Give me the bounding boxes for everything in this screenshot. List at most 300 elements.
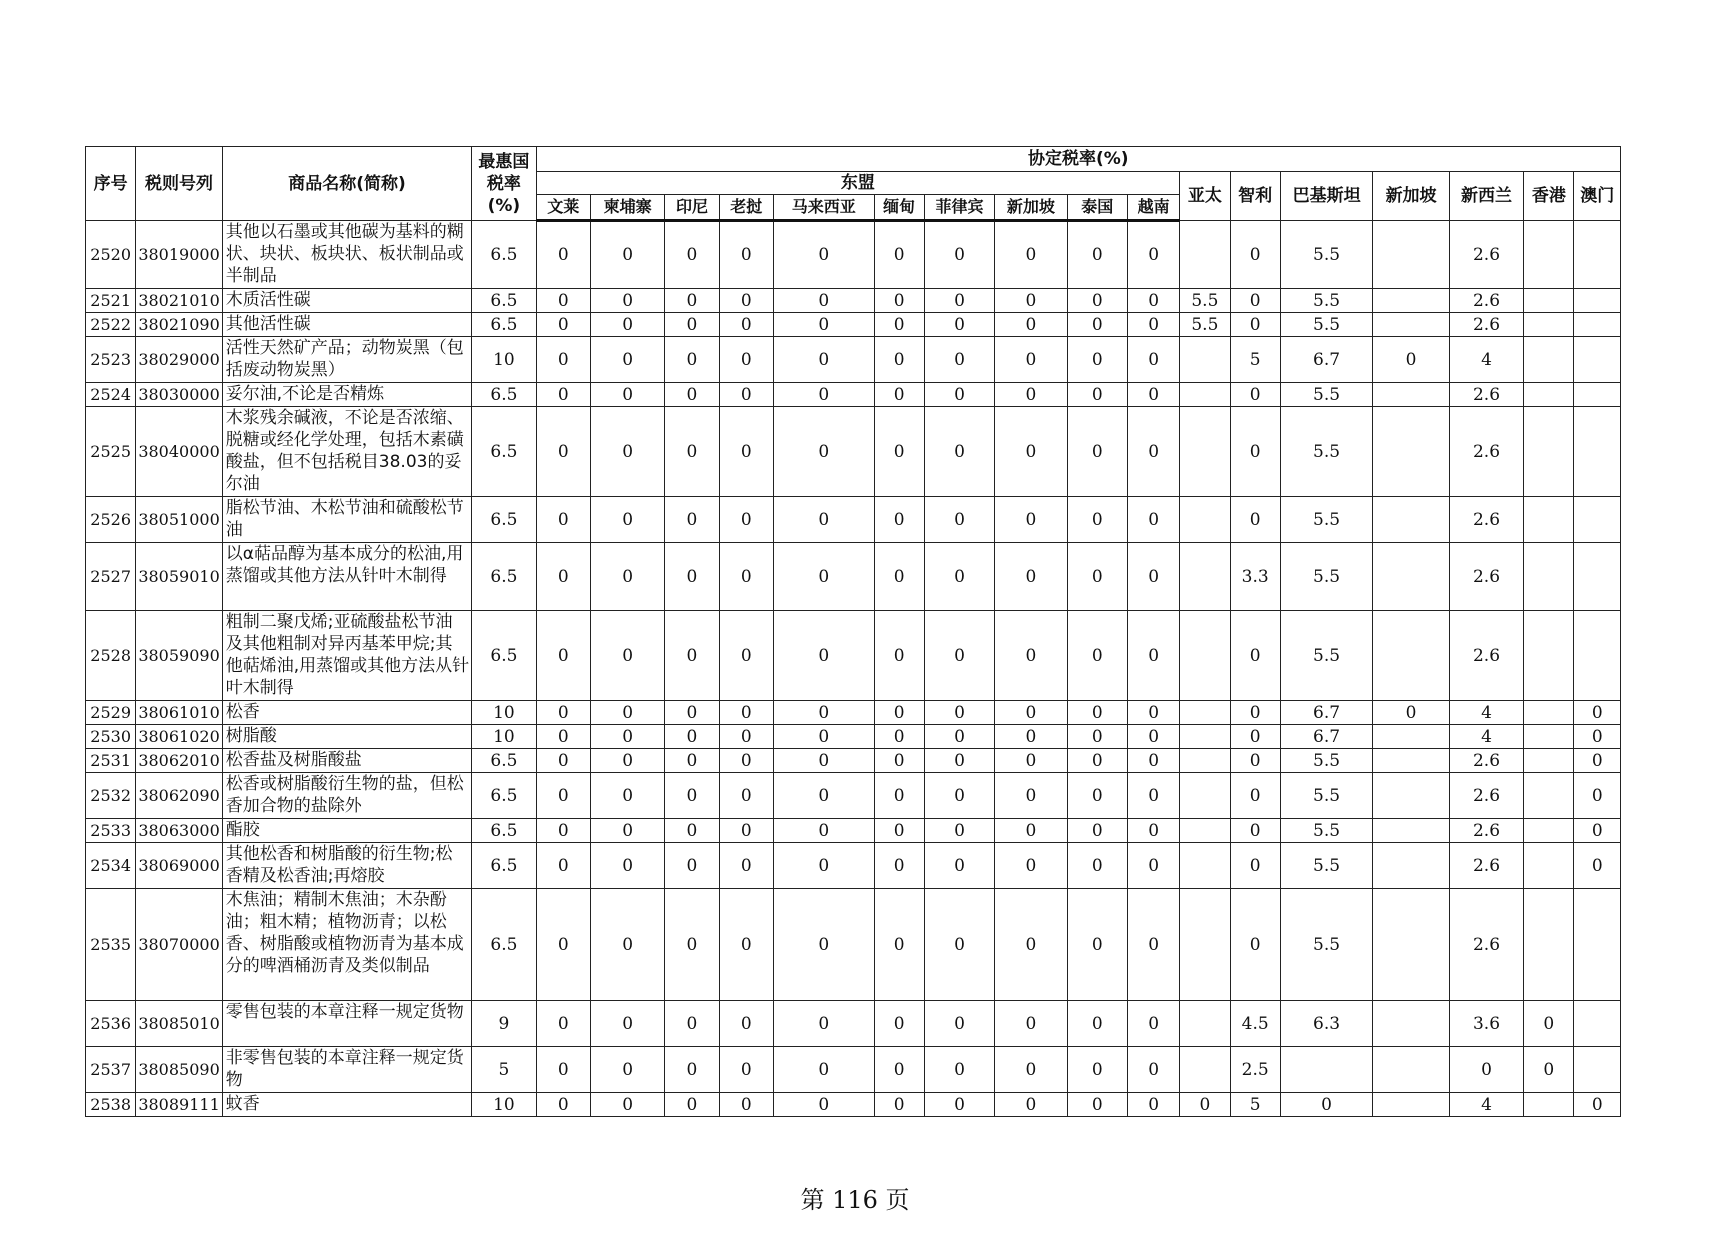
row-mfn-rate: 6.5 bbox=[472, 749, 536, 773]
row-asean-rate: 0 bbox=[1067, 819, 1127, 843]
row-asean-rate: 0 bbox=[719, 819, 773, 843]
row-mfn-rate: 6.5 bbox=[472, 843, 536, 889]
row-partner-rate: 0 bbox=[1280, 1093, 1373, 1117]
row-partner-rate: 5.5 bbox=[1280, 383, 1373, 407]
row-partner-rate: 0 bbox=[1373, 337, 1449, 383]
row-asean-rate: 0 bbox=[1127, 337, 1179, 383]
table-row bbox=[86, 843, 1621, 889]
row-asean-rate: 0 bbox=[924, 383, 994, 407]
row-asean-rate: 0 bbox=[874, 749, 924, 773]
row-partner-rate: 5.5 bbox=[1280, 749, 1373, 773]
row-partner-rate bbox=[1524, 889, 1574, 1001]
row-asean-rate: 0 bbox=[1067, 497, 1127, 543]
header-asean-member: 越南 bbox=[1127, 195, 1179, 221]
row-tariff-code: 38061020 bbox=[136, 725, 223, 749]
row-asean-rate: 0 bbox=[1127, 221, 1179, 289]
row-partner-rate: 2.6 bbox=[1449, 407, 1523, 497]
row-asean-rate: 0 bbox=[1127, 1093, 1179, 1117]
header-asean-member: 缅甸 bbox=[874, 195, 924, 221]
tariff-table bbox=[85, 146, 1621, 1117]
tariff-rows bbox=[86, 221, 1621, 1117]
row-asean-rate: 0 bbox=[1067, 889, 1127, 1001]
row-partner-rate bbox=[1524, 383, 1574, 407]
row-partner-rate bbox=[1180, 749, 1230, 773]
row-partner-rate: 0 bbox=[1230, 843, 1280, 889]
row-partner-rate bbox=[1574, 407, 1621, 497]
row-partner-rate: 5.5 bbox=[1280, 497, 1373, 543]
row-partner-rate: 2.6 bbox=[1449, 773, 1523, 819]
row-asean-rate: 0 bbox=[536, 289, 590, 313]
row-partner-rate bbox=[1574, 1047, 1621, 1093]
row-partner-rate: 2.6 bbox=[1449, 819, 1523, 843]
row-asean-rate: 0 bbox=[590, 337, 664, 383]
row-partner-rate bbox=[1524, 337, 1574, 383]
row-seq: 2521 bbox=[86, 289, 136, 313]
row-asean-rate: 0 bbox=[995, 701, 1067, 725]
table-row bbox=[86, 407, 1621, 497]
row-partner-rate: 0 bbox=[1574, 701, 1621, 725]
row-asean-rate: 0 bbox=[874, 889, 924, 1001]
row-partner-rate: 4 bbox=[1449, 337, 1523, 383]
row-tariff-code: 38019000 bbox=[136, 221, 223, 289]
row-partner-rate bbox=[1373, 221, 1449, 289]
row-asean-rate: 0 bbox=[995, 289, 1067, 313]
header-asean-member: 泰国 bbox=[1067, 195, 1127, 221]
row-partner-rate bbox=[1373, 543, 1449, 611]
row-tariff-code: 38059010 bbox=[136, 543, 223, 611]
row-asean-rate: 0 bbox=[924, 843, 994, 889]
row-seq: 2522 bbox=[86, 313, 136, 337]
row-mfn-rate: 6.5 bbox=[472, 889, 536, 1001]
row-seq: 2525 bbox=[86, 407, 136, 497]
row-tariff-code: 38085010 bbox=[136, 1001, 223, 1047]
row-asean-rate: 0 bbox=[536, 773, 590, 819]
row-asean-rate: 0 bbox=[719, 843, 773, 889]
row-partner-rate bbox=[1180, 1047, 1230, 1093]
row-asean-rate: 0 bbox=[536, 843, 590, 889]
row-partner-rate: 6.3 bbox=[1280, 1001, 1373, 1047]
table-row bbox=[86, 383, 1621, 407]
row-asean-rate: 0 bbox=[719, 701, 773, 725]
table-row bbox=[86, 725, 1621, 749]
row-partner-rate bbox=[1180, 819, 1230, 843]
row-partner-rate bbox=[1574, 289, 1621, 313]
row-asean-rate: 0 bbox=[995, 749, 1067, 773]
row-asean-rate: 0 bbox=[665, 543, 719, 611]
row-partner-rate bbox=[1373, 1001, 1449, 1047]
row-asean-rate: 0 bbox=[719, 337, 773, 383]
row-partner-rate bbox=[1180, 497, 1230, 543]
table-row bbox=[86, 889, 1621, 1001]
row-asean-rate: 0 bbox=[665, 497, 719, 543]
header-partner: 新加坡 bbox=[1373, 172, 1449, 221]
row-mfn-rate: 6.5 bbox=[472, 313, 536, 337]
row-seq: 2537 bbox=[86, 1047, 136, 1093]
row-asean-rate: 0 bbox=[995, 611, 1067, 701]
row-asean-rate: 0 bbox=[665, 819, 719, 843]
row-seq: 2528 bbox=[86, 611, 136, 701]
row-seq: 2535 bbox=[86, 889, 136, 1001]
row-asean-rate: 0 bbox=[719, 1001, 773, 1047]
row-partner-rate bbox=[1373, 313, 1449, 337]
row-asean-rate: 0 bbox=[590, 819, 664, 843]
row-asean-rate: 0 bbox=[924, 1093, 994, 1117]
row-asean-rate: 0 bbox=[874, 407, 924, 497]
row-asean-rate: 0 bbox=[590, 889, 664, 1001]
row-asean-rate: 0 bbox=[1127, 1047, 1179, 1093]
row-mfn-rate: 6.5 bbox=[472, 407, 536, 497]
row-seq: 2529 bbox=[86, 701, 136, 725]
row-product-name: 木浆残余碱液，不论是否浓缩、脱糖或经化学处理，包括木素磺酸盐，但不包括税目38.03的妥尔油 bbox=[222, 407, 471, 497]
row-seq: 2524 bbox=[86, 383, 136, 407]
row-tariff-code: 38089111 bbox=[136, 1093, 223, 1117]
row-partner-rate: 0 bbox=[1230, 221, 1280, 289]
row-partner-rate: 5.5 bbox=[1280, 889, 1373, 1001]
row-asean-rate: 0 bbox=[536, 1047, 590, 1093]
row-partner-rate bbox=[1180, 337, 1230, 383]
row-seq: 2527 bbox=[86, 543, 136, 611]
row-partner-rate: 0 bbox=[1230, 383, 1280, 407]
row-asean-rate: 0 bbox=[924, 407, 994, 497]
table-row bbox=[86, 1047, 1621, 1093]
row-asean-rate: 0 bbox=[665, 383, 719, 407]
row-partner-rate bbox=[1524, 221, 1574, 289]
row-product-name: 其他松香和树脂酸的衍生物;松香精及松香油;再熔胶 bbox=[222, 843, 471, 889]
row-asean-rate: 0 bbox=[590, 773, 664, 819]
row-asean-rate: 0 bbox=[665, 611, 719, 701]
row-asean-rate: 0 bbox=[1127, 611, 1179, 701]
row-asean-rate: 0 bbox=[874, 1047, 924, 1093]
row-partner-rate: 5.5 bbox=[1280, 407, 1373, 497]
table-row bbox=[86, 819, 1621, 843]
row-asean-rate: 0 bbox=[536, 749, 590, 773]
row-asean-rate: 0 bbox=[590, 843, 664, 889]
row-product-name: 松香或树脂酸衍生物的盐，但松香加合物的盐除外 bbox=[222, 773, 471, 819]
row-partner-rate bbox=[1180, 773, 1230, 819]
row-asean-rate: 0 bbox=[1067, 1093, 1127, 1117]
row-asean-rate: 0 bbox=[995, 497, 1067, 543]
table-row bbox=[86, 611, 1621, 701]
row-seq: 2533 bbox=[86, 819, 136, 843]
row-asean-rate: 0 bbox=[665, 843, 719, 889]
row-partner-rate: 0 bbox=[1574, 843, 1621, 889]
row-tariff-code: 38062010 bbox=[136, 749, 223, 773]
row-asean-rate: 0 bbox=[590, 221, 664, 289]
row-asean-rate: 0 bbox=[536, 1001, 590, 1047]
row-partner-rate: 2.6 bbox=[1449, 889, 1523, 1001]
row-partner-rate bbox=[1373, 773, 1449, 819]
row-asean-rate: 0 bbox=[995, 1001, 1067, 1047]
row-asean-rate: 0 bbox=[665, 773, 719, 819]
row-partner-rate bbox=[1373, 1093, 1449, 1117]
row-partner-rate: 0 bbox=[1230, 701, 1280, 725]
row-seq: 2532 bbox=[86, 773, 136, 819]
row-asean-rate: 0 bbox=[1067, 289, 1127, 313]
row-asean-rate: 0 bbox=[924, 543, 994, 611]
row-asean-rate: 0 bbox=[773, 221, 874, 289]
row-partner-rate bbox=[1574, 313, 1621, 337]
row-asean-rate: 0 bbox=[773, 1001, 874, 1047]
row-asean-rate: 0 bbox=[1127, 497, 1179, 543]
row-seq: 2536 bbox=[86, 1001, 136, 1047]
row-mfn-rate: 6.5 bbox=[472, 611, 536, 701]
row-partner-rate bbox=[1574, 383, 1621, 407]
row-asean-rate: 0 bbox=[995, 313, 1067, 337]
row-partner-rate: 0 bbox=[1230, 889, 1280, 1001]
row-partner-rate: 6.7 bbox=[1280, 701, 1373, 725]
header-asean-member: 柬埔寨 bbox=[590, 195, 664, 221]
row-asean-rate: 0 bbox=[719, 749, 773, 773]
row-asean-rate: 0 bbox=[924, 749, 994, 773]
row-partner-rate bbox=[1524, 843, 1574, 889]
row-partner-rate: 0 bbox=[1230, 407, 1280, 497]
row-asean-rate: 0 bbox=[874, 701, 924, 725]
row-asean-rate: 0 bbox=[590, 611, 664, 701]
row-asean-rate: 0 bbox=[1127, 1001, 1179, 1047]
row-asean-rate: 0 bbox=[590, 1001, 664, 1047]
row-partner-rate: 5.5 bbox=[1280, 819, 1373, 843]
row-mfn-rate: 10 bbox=[472, 337, 536, 383]
row-asean-rate: 0 bbox=[1127, 725, 1179, 749]
row-asean-rate: 0 bbox=[1127, 889, 1179, 1001]
row-seq: 2526 bbox=[86, 497, 136, 543]
row-partner-rate: 5.5 bbox=[1280, 221, 1373, 289]
row-asean-rate: 0 bbox=[1127, 543, 1179, 611]
row-asean-rate: 0 bbox=[590, 313, 664, 337]
row-product-name: 其他以石墨或其他碳为基料的糊状、块状、板块状、板状制品或半制品 bbox=[222, 221, 471, 289]
row-mfn-rate: 6.5 bbox=[472, 543, 536, 611]
row-partner-rate bbox=[1373, 611, 1449, 701]
row-asean-rate: 0 bbox=[1067, 407, 1127, 497]
row-tariff-code: 38085090 bbox=[136, 1047, 223, 1093]
row-asean-rate: 0 bbox=[590, 725, 664, 749]
row-asean-rate: 0 bbox=[665, 313, 719, 337]
row-asean-rate: 0 bbox=[1127, 407, 1179, 497]
row-asean-rate: 0 bbox=[874, 543, 924, 611]
table-row bbox=[86, 337, 1621, 383]
row-partner-rate: 0 bbox=[1230, 773, 1280, 819]
row-seq: 2523 bbox=[86, 337, 136, 383]
table-row bbox=[86, 221, 1621, 289]
row-partner-rate bbox=[1373, 843, 1449, 889]
row-tariff-code: 38040000 bbox=[136, 407, 223, 497]
row-asean-rate: 0 bbox=[773, 383, 874, 407]
row-seq: 2538 bbox=[86, 1093, 136, 1117]
row-partner-rate: 0 bbox=[1524, 1001, 1574, 1047]
row-mfn-rate: 6.5 bbox=[472, 289, 536, 313]
row-partner-rate bbox=[1574, 337, 1621, 383]
row-partner-rate bbox=[1180, 543, 1230, 611]
row-partner-rate: 5.5 bbox=[1280, 773, 1373, 819]
row-asean-rate: 0 bbox=[536, 543, 590, 611]
row-asean-rate: 0 bbox=[719, 773, 773, 819]
row-asean-rate: 0 bbox=[1127, 819, 1179, 843]
row-tariff-code: 38059090 bbox=[136, 611, 223, 701]
row-asean-rate: 0 bbox=[995, 889, 1067, 1001]
row-asean-rate: 0 bbox=[665, 889, 719, 1001]
row-product-name: 零售包装的本章注释一规定货物 bbox=[222, 1001, 471, 1047]
row-seq: 2530 bbox=[86, 725, 136, 749]
row-asean-rate: 0 bbox=[719, 543, 773, 611]
row-partner-rate: 4.5 bbox=[1230, 1001, 1280, 1047]
row-partner-rate bbox=[1373, 889, 1449, 1001]
row-partner-rate: 6.7 bbox=[1280, 725, 1373, 749]
row-partner-rate bbox=[1524, 725, 1574, 749]
row-asean-rate: 0 bbox=[773, 819, 874, 843]
row-asean-rate: 0 bbox=[536, 725, 590, 749]
row-asean-rate: 0 bbox=[1067, 1047, 1127, 1093]
row-asean-rate: 0 bbox=[924, 313, 994, 337]
row-partner-rate: 5.5 bbox=[1180, 313, 1230, 337]
row-mfn-rate: 10 bbox=[472, 725, 536, 749]
row-product-name: 蚊香 bbox=[222, 1093, 471, 1117]
row-seq: 2534 bbox=[86, 843, 136, 889]
row-asean-rate: 0 bbox=[773, 313, 874, 337]
row-partner-rate: 5.5 bbox=[1280, 611, 1373, 701]
row-partner-rate bbox=[1373, 497, 1449, 543]
row-partner-rate: 5 bbox=[1230, 337, 1280, 383]
row-partner-rate bbox=[1373, 819, 1449, 843]
row-mfn-rate: 6.5 bbox=[472, 221, 536, 289]
row-asean-rate: 0 bbox=[1067, 313, 1127, 337]
row-partner-rate: 4 bbox=[1449, 1093, 1523, 1117]
row-asean-rate: 0 bbox=[773, 337, 874, 383]
row-partner-rate: 5.5 bbox=[1280, 843, 1373, 889]
row-partner-rate bbox=[1574, 221, 1621, 289]
row-product-name: 木质活性碳 bbox=[222, 289, 471, 313]
row-tariff-code: 38063000 bbox=[136, 819, 223, 843]
row-asean-rate: 0 bbox=[536, 337, 590, 383]
row-mfn-rate: 6.5 bbox=[472, 819, 536, 843]
table-row bbox=[86, 289, 1621, 313]
row-asean-rate: 0 bbox=[719, 289, 773, 313]
row-partner-rate bbox=[1574, 543, 1621, 611]
row-partner-rate: 2.6 bbox=[1449, 497, 1523, 543]
row-product-name: 脂松节油、木松节油和硫酸松节油 bbox=[222, 497, 471, 543]
row-partner-rate: 0 bbox=[1449, 1047, 1523, 1093]
row-partner-rate: 0 bbox=[1574, 725, 1621, 749]
row-partner-rate: 0 bbox=[1524, 1047, 1574, 1093]
row-partner-rate bbox=[1574, 1001, 1621, 1047]
row-asean-rate: 0 bbox=[719, 221, 773, 289]
table-row bbox=[86, 543, 1621, 611]
row-asean-rate: 0 bbox=[874, 773, 924, 819]
row-asean-rate: 0 bbox=[536, 221, 590, 289]
row-asean-rate: 0 bbox=[1067, 221, 1127, 289]
row-partner-rate: 2.6 bbox=[1449, 221, 1523, 289]
row-asean-rate: 0 bbox=[719, 611, 773, 701]
row-asean-rate: 0 bbox=[874, 1093, 924, 1117]
row-mfn-rate: 9 bbox=[472, 1001, 536, 1047]
row-asean-rate: 0 bbox=[924, 611, 994, 701]
row-partner-rate: 0 bbox=[1574, 1093, 1621, 1117]
row-product-name: 松香 bbox=[222, 701, 471, 725]
row-partner-rate: 3.3 bbox=[1230, 543, 1280, 611]
header-seq: 序号 bbox=[86, 147, 136, 221]
row-partner-rate bbox=[1373, 1047, 1449, 1093]
row-partner-rate: 4 bbox=[1449, 701, 1523, 725]
row-asean-rate: 0 bbox=[924, 725, 994, 749]
row-mfn-rate: 10 bbox=[472, 701, 536, 725]
row-mfn-rate: 10 bbox=[472, 1093, 536, 1117]
row-asean-rate: 0 bbox=[665, 725, 719, 749]
row-asean-rate: 0 bbox=[874, 1001, 924, 1047]
row-partner-rate: 0 bbox=[1230, 313, 1280, 337]
row-partner-rate: 0 bbox=[1230, 289, 1280, 313]
row-mfn-rate: 6.5 bbox=[472, 773, 536, 819]
row-partner-rate: 0 bbox=[1180, 1093, 1230, 1117]
row-asean-rate: 0 bbox=[773, 725, 874, 749]
row-product-name: 活性天然矿产品；动物炭黑（包括废动物炭黑） bbox=[222, 337, 471, 383]
row-asean-rate: 0 bbox=[924, 289, 994, 313]
row-asean-rate: 0 bbox=[995, 383, 1067, 407]
row-partner-rate bbox=[1524, 701, 1574, 725]
row-asean-rate: 0 bbox=[665, 1047, 719, 1093]
row-mfn-rate: 5 bbox=[472, 1047, 536, 1093]
row-asean-rate: 0 bbox=[773, 889, 874, 1001]
row-partner-rate bbox=[1524, 1093, 1574, 1117]
row-asean-rate: 0 bbox=[995, 819, 1067, 843]
row-asean-rate: 0 bbox=[1067, 749, 1127, 773]
row-asean-rate: 0 bbox=[773, 773, 874, 819]
row-seq: 2520 bbox=[86, 221, 136, 289]
row-partner-rate: 4 bbox=[1449, 725, 1523, 749]
row-partner-rate bbox=[1574, 889, 1621, 1001]
row-asean-rate: 0 bbox=[874, 313, 924, 337]
row-asean-rate: 0 bbox=[924, 1047, 994, 1093]
row-asean-rate: 0 bbox=[590, 289, 664, 313]
row-partner-rate: 0 bbox=[1230, 611, 1280, 701]
row-partner-rate bbox=[1524, 749, 1574, 773]
row-partner-rate: 2.6 bbox=[1449, 313, 1523, 337]
row-asean-rate: 0 bbox=[536, 497, 590, 543]
row-tariff-code: 38070000 bbox=[136, 889, 223, 1001]
row-partner-rate bbox=[1524, 497, 1574, 543]
row-asean-rate: 0 bbox=[773, 843, 874, 889]
row-asean-rate: 0 bbox=[1067, 611, 1127, 701]
row-seq: 2531 bbox=[86, 749, 136, 773]
row-partner-rate: 5.5 bbox=[1280, 543, 1373, 611]
row-asean-rate: 0 bbox=[773, 407, 874, 497]
row-asean-rate: 0 bbox=[924, 819, 994, 843]
row-asean-rate: 0 bbox=[874, 383, 924, 407]
row-asean-rate: 0 bbox=[924, 337, 994, 383]
row-product-name: 木焦油；精制木焦油；木杂酚油；粗木精；植物沥青；以松香、树脂酸或植物沥青为基本成分的啤酒桶沥青及类似制品 bbox=[222, 889, 471, 1001]
row-product-name: 其他活性碳 bbox=[222, 313, 471, 337]
row-asean-rate: 0 bbox=[1067, 701, 1127, 725]
row-asean-rate: 0 bbox=[536, 383, 590, 407]
row-partner-rate: 2.6 bbox=[1449, 543, 1523, 611]
row-asean-rate: 0 bbox=[665, 221, 719, 289]
row-asean-rate: 0 bbox=[665, 1001, 719, 1047]
row-tariff-code: 38029000 bbox=[136, 337, 223, 383]
row-asean-rate: 0 bbox=[1067, 773, 1127, 819]
header-code: 税则号列 bbox=[136, 147, 223, 221]
row-tariff-code: 38021090 bbox=[136, 313, 223, 337]
header-partner: 澳门 bbox=[1574, 172, 1621, 221]
row-partner-rate: 2.6 bbox=[1449, 289, 1523, 313]
row-asean-rate: 0 bbox=[665, 749, 719, 773]
row-asean-rate: 0 bbox=[1127, 383, 1179, 407]
header-asean-member: 菲律宾 bbox=[924, 195, 994, 221]
row-partner-rate bbox=[1574, 497, 1621, 543]
row-asean-rate: 0 bbox=[1127, 313, 1179, 337]
row-tariff-code: 38051000 bbox=[136, 497, 223, 543]
row-partner-rate bbox=[1180, 701, 1230, 725]
row-asean-rate: 0 bbox=[1067, 543, 1127, 611]
row-asean-rate: 0 bbox=[536, 407, 590, 497]
row-asean-rate: 0 bbox=[719, 407, 773, 497]
